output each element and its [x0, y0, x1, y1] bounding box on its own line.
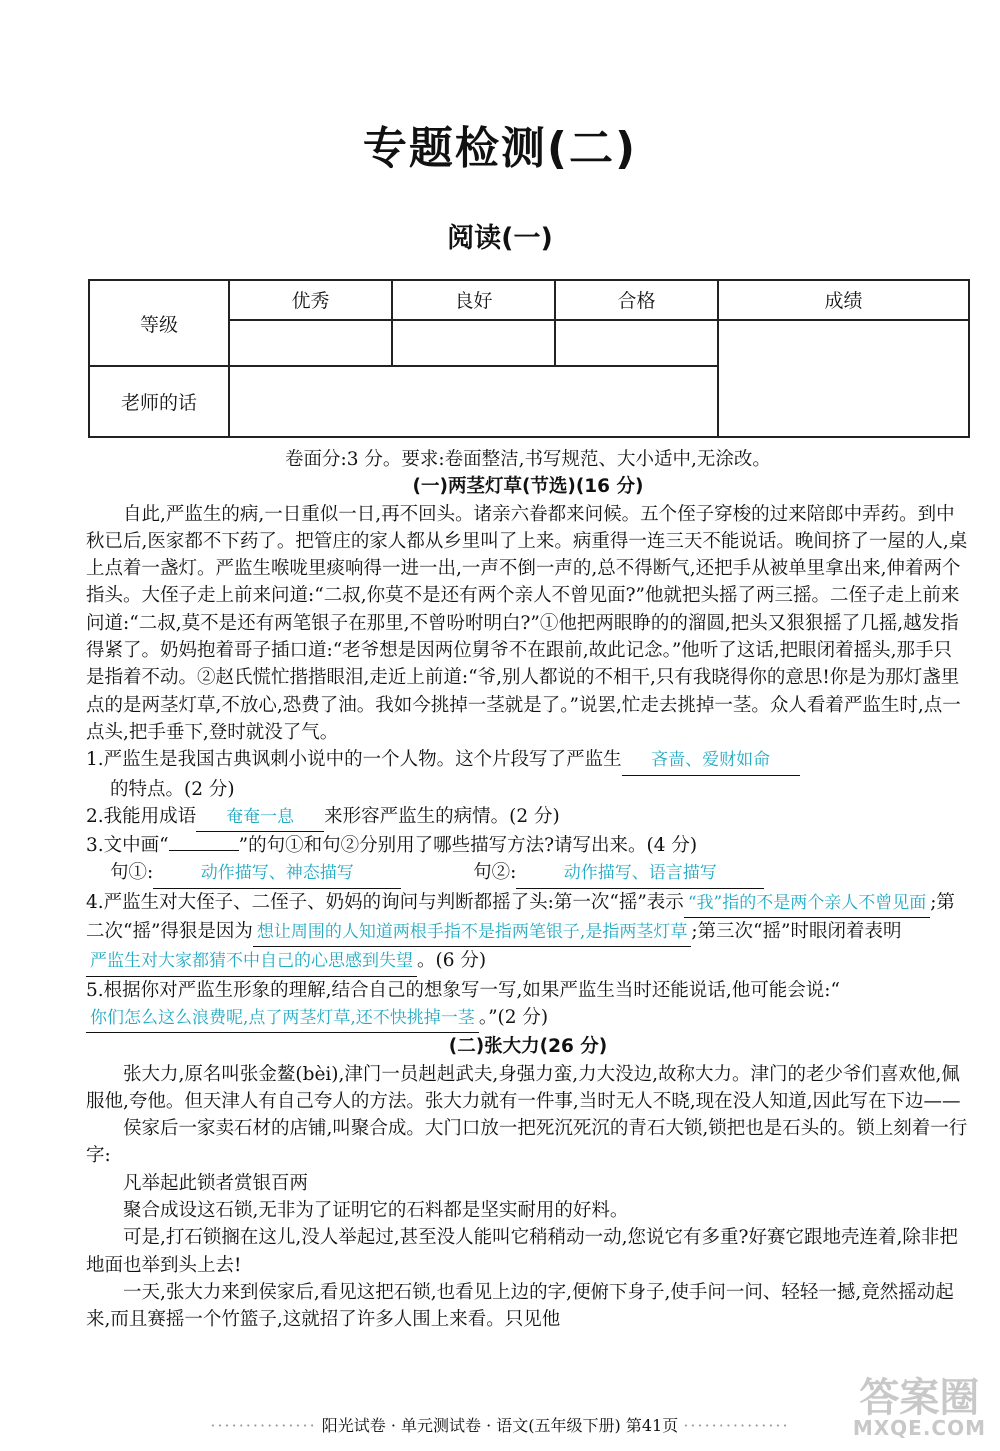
neatness-note: 卷面分:3 分。要求:卷面整洁,书写规范、大小适中,无涂改。: [285, 449, 771, 470]
question-4: 4.严监生对大侄子、二侄子、奶妈的询问与判断都摇了头:第一次“摇”表示 “我”指的不是两个亲人不曾见面 ;第二次“摇”得狠是因为 想让周围的人知道两根手指不是指两笔银子,是指两茎灯草 ;第三次“摇”时眼闭着表明严监生对大家都猜不中自己的心思感到失望 。(6 分): [86, 889, 970, 977]
question-3: 3.文中画“ ”的句①和句②分别用了哪些描写方法?请写出来。(4 分): [86, 835, 698, 857]
underline-sample: [169, 850, 239, 851]
question-5: 5.根据你对严监生形象的理解,结合自己的想象写一写,如果严监生当时还能说话,他可能会说:“你们怎么这么浪费呢,点了两茎灯草,还不快挑掉一茎 。”(2 分): [86, 977, 970, 1034]
grade-pass: 合格: [555, 280, 718, 320]
answer-2: 奄奄一息: [196, 804, 324, 832]
teacher-comment-cell[interactable]: [229, 366, 718, 437]
section2-heading: (二)张大力(26 分): [448, 1036, 608, 1058]
section1-heading: (一)两茎灯草(节选)(16 分): [412, 476, 644, 498]
grade-excellent: 优秀: [229, 280, 392, 320]
section2-paragraph: 侯家后一家卖石材的店铺,叫聚合成。大门口放一把死沉死沉的青石大锁,锁把也是石头的。锁上刻着一行字:: [86, 1118, 968, 1167]
score-label: 成绩: [718, 280, 969, 320]
question-2: 2.我能用成语 奄奄一息 来形容严监生的病情。(2 分): [86, 803, 970, 832]
answer-3-1: 动作描写、神态描写: [153, 860, 401, 888]
page-footer: ··············· 阳光试卷 · 单元测试卷 · 语文(五年级下册) 第41页 ···············: [210, 1416, 790, 1435]
grade-good: 良好: [392, 280, 555, 320]
section2-paragraph: 可是,打石锁搁在这儿,没人举起过,甚至没人能叫它稍稍动一动,您说它有多重?好赛它跟地壳连着,除非把地面也举到头上去!: [86, 1227, 958, 1276]
section2-paragraph: 聚合成设这石锁,无非为了证明它的石料都是坚实耐用的好料。: [123, 1200, 629, 1222]
question-3-answers: 句①: 动作描写、神态描写 句②: 动作描写、语言描写: [86, 859, 970, 888]
grade-table: [88, 279, 970, 438]
grade-pass-cell[interactable]: [555, 320, 718, 367]
section2-paragraph: 一天,张大力来到侯家后,看见这把石锁,也看见上边的字,便俯下身子,使手问一问、轻轻一撼,竟然摇动起来,而且赛摇一个竹篮子,这就招了许多人围上来看。只见他: [86, 1281, 954, 1331]
answer-5: 你们怎么这么浪费呢,点了两茎灯草,还不快挑掉一茎: [86, 1005, 479, 1033]
page-title: 专题检测(二): [362, 123, 638, 174]
section2-paragraph: 张大力,原名叫张金鳌(bèi),津门一员赳赳武夫,身强力蛮,力大没边,故称大力。津门的老少爷们喜欢他,佩服他,夸他。但天津人有自己夸人的方法。张大力就有一件事,当时无人不晓,现在没人知道,因此写在下边——: [86, 1063, 961, 1112]
section1-passage: 自此,严监生的病,一日重似一日,再不回头。诸亲六眷都来问候。五个侄子穿梭的过来陪郎中弄药。到中秋已后,医家都不下药了。把管庄的家人都从乡里叫了上来。病重得一连三天不能说话。晚间挤了一屋的人,桌上点着一盏灯。严监生喉咙里痰响得一进一出,一声不倒一声的,总不得断气,还把手从被单里拿出来,伸着两个指头。大侄子走上前来问道:“二叔,你莫不是还有两个亲人不曾见面?”他就把头摇了两三摇。二侄子走上前来问道:“二叔,莫不是还有两笔银子在那里,不曾吩咐明白?”①他把两眼睁的的溜圆,把头又狠狠摇了几摇,越发指得紧了。奶妈抱着哥子插口道:“老爷想是因两位舅爷不在跟前,故此记念。”他听了这话,把眼闭着摇头,那手只是指着不动。②赵氏慌忙揩揩眼泪,走近上前道:“爷,别人都说的不相干,只有我晓得你的意思!你是为那灯盏里点的是两茎灯草,不放心,恐费了油。我如今挑掉一茎就是了。”说罢,忙走去挑掉一茎。众人看着严监生时,点一点头,把手垂下,登时就没了气。: [86, 503, 968, 743]
footer-text: 阳光试卷 · 单元测试卷 · 语文(五年级下册) 第41页: [321, 1416, 679, 1435]
answer-4-1: “我”指的不是两个亲人不曾见面: [684, 890, 930, 918]
grade-row-label: 等级: [89, 280, 229, 366]
answer-4-2: 想让周围的人知道两根手指不是指两笔银子,是指两茎灯草: [253, 919, 691, 947]
watermark-logo: 答案圈 MXQE.COM: [852, 1375, 986, 1440]
score-cell[interactable]: [718, 320, 969, 438]
grade-good-cell[interactable]: [392, 320, 555, 367]
answer-4-3: 严监生对大家都猜不中自己的心思感到失望: [86, 948, 417, 976]
question-1-end: 的特点。(2 分): [110, 778, 235, 800]
question-1: 1.严监生是我国古典讽刺小说中的一个人物。这个片段写了严监生 吝啬、爱财如命: [86, 746, 970, 775]
section-title: 阅读(一): [447, 223, 553, 254]
exam-body: [86, 446, 970, 1334]
section2-paragraph: 凡举起此锁者赏银百两: [123, 1172, 309, 1194]
answer-3-2: 动作描写、语言描写: [516, 860, 764, 888]
grade-excellent-cell[interactable]: [229, 320, 392, 367]
teacher-comment-label: 老师的话: [89, 366, 229, 437]
answer-1: 吝啬、爱财如命: [622, 747, 800, 775]
